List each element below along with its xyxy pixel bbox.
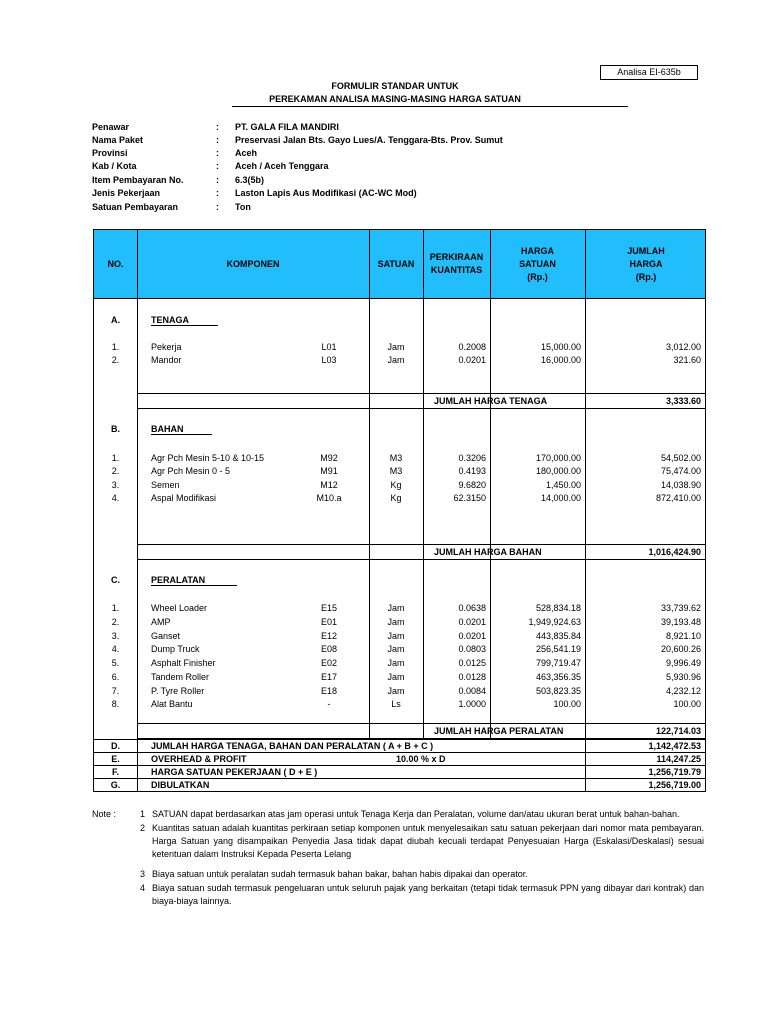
component-name: Agr Pch Mesin 0 - 5 <box>151 466 231 476</box>
component-unit: Ls <box>391 699 401 709</box>
note-text: Kuantitas satuan adalah kuantitas perkiraan setiap komponen untuk menyelesaikan satu satuan pekerjaan dari nomor mata pembayaran. Harga Satuan yang disampaikan Penyedia Jasa tidak dapat diubah kecuali terdapat Penyesuaian Harga (Eskalasi/Deskalasi) sesuai ketentuan dalam Instruksi Kepada Peserta Lelang <box>152 823 704 859</box>
component-quantity: 0.0201 <box>458 631 486 641</box>
component-total: 8,921.10 <box>665 631 701 641</box>
component-unit: Kg <box>390 493 402 503</box>
subtotal-line <box>137 544 705 545</box>
row-number: 1. <box>111 603 120 613</box>
component-unit-price: 503,823.35 <box>535 686 581 696</box>
form-title-line2: PEREKAMAN ANALISA MASING-MASING HARGA SATUAN <box>269 94 521 104</box>
component-unit: Jam <box>387 658 405 668</box>
component-unit-price: 15,000.00 <box>540 342 581 352</box>
info-colon: : <box>216 175 219 185</box>
column-divider <box>585 230 586 739</box>
summary-label: HARGA SATUAN PEKERJAAN ( D + E ) <box>151 767 318 777</box>
header-komponen: KOMPONEN <box>226 258 280 269</box>
column-divider <box>585 739 586 791</box>
component-unit-price: 1,949,924.63 <box>528 617 581 627</box>
component-total: 33,739.62 <box>660 603 701 613</box>
analysis-table <box>93 229 706 792</box>
row-number: 3. <box>111 631 120 641</box>
info-label: Kab / Kota <box>92 161 137 171</box>
component-name: Asphalt Finisher <box>151 658 216 668</box>
section-letter: C. <box>111 575 120 585</box>
info-row <box>92 174 692 186</box>
component-total: 14,038.90 <box>660 480 701 490</box>
row-number: 2. <box>111 355 120 365</box>
component-unit: Jam <box>387 686 405 696</box>
component-code: M91 <box>320 466 338 476</box>
component-name: Mandor <box>151 355 182 365</box>
subtotal-line <box>137 723 705 724</box>
component-unit: Jam <box>387 603 405 613</box>
section-letter: B. <box>111 424 120 434</box>
component-quantity: 62.3150 <box>453 493 486 503</box>
component-name: AMP <box>151 617 171 627</box>
component-code: E18 <box>320 686 337 696</box>
summary-label: DIBULATKAN <box>151 780 210 790</box>
info-row <box>92 134 692 146</box>
component-total: 75,474.00 <box>660 466 701 476</box>
component-total: 5,930.96 <box>665 672 701 682</box>
component-unit: M3 <box>389 453 403 463</box>
component-name: Dump Truck <box>151 644 200 654</box>
component-name: Semen <box>151 480 180 490</box>
note-label: Note : <box>92 809 117 819</box>
info-row <box>92 121 692 133</box>
analysis-reference: Analisa EI-635b <box>600 65 698 80</box>
info-colon: : <box>216 122 219 132</box>
note-number: 2 <box>140 823 146 833</box>
info-colon: : <box>216 202 219 212</box>
subtotal-line <box>137 393 705 394</box>
component-unit: Jam <box>387 631 405 641</box>
info-value: Preservasi Jalan Bts. Gayo Lues/A. Tenggara-Bts. Prov. Sumut <box>235 135 503 145</box>
component-code: M92 <box>320 453 338 463</box>
row-number: 8. <box>111 699 120 709</box>
note-text: SATUAN dapat berdasarkan atas jam operasi untuk Tenaga Kerja dan Peralatan, volume dan/atau ukuran berat untuk bahan-bahan. <box>152 809 680 819</box>
title-underline <box>232 106 628 107</box>
component-unit: Kg <box>390 480 402 490</box>
component-code: E15 <box>320 603 337 613</box>
component-quantity: 0.0201 <box>458 617 486 627</box>
info-value: 6.3(5b) <box>235 175 265 185</box>
component-code: E01 <box>320 617 337 627</box>
info-colon: : <box>216 148 219 158</box>
info-label: Penawar <box>92 122 130 132</box>
header-harga-satuan: HARGA SATUAN (Rp.) <box>519 245 556 282</box>
section-underline <box>151 325 218 326</box>
component-quantity: 0.0803 <box>458 644 486 654</box>
summary-letter: D. <box>111 741 120 751</box>
component-total: 100.00 <box>673 699 701 709</box>
component-name: Pekerja <box>151 342 182 352</box>
component-unit: M3 <box>389 466 403 476</box>
header-satuan: SATUAN <box>377 258 415 269</box>
header-kuantitas: PERKIRAAN KUANTITAS <box>429 252 484 275</box>
summary-label: OVERHEAD & PROFIT <box>151 754 247 764</box>
row-number: 6. <box>111 672 120 682</box>
component-unit: Jam <box>387 644 405 654</box>
column-divider <box>490 230 491 739</box>
summary-total: 1,142,472.53 <box>648 741 701 751</box>
subtotal-label: JUMLAH HARGA PERALATAN <box>434 726 564 736</box>
component-name: Alat Bantu <box>151 699 193 709</box>
component-code: M12 <box>320 480 338 490</box>
component-unit-price: 16,000.00 <box>540 355 581 365</box>
summary-total: 1,256,719.00 <box>648 780 701 790</box>
row-number: 1. <box>111 453 120 463</box>
component-unit: Jam <box>387 672 405 682</box>
column-divider <box>137 230 138 739</box>
subtotal-line <box>137 408 705 409</box>
info-colon: : <box>216 188 219 198</box>
info-colon: : <box>216 135 219 145</box>
row-number: 3. <box>111 480 120 490</box>
info-value: Aceh <box>235 148 258 158</box>
component-quantity: 0.0125 <box>458 658 486 668</box>
row-number: 1. <box>111 342 120 352</box>
column-divider <box>137 739 138 791</box>
section-letter: A. <box>111 315 120 325</box>
column-divider <box>369 230 370 739</box>
component-unit: Jam <box>387 355 405 365</box>
component-total: 3,012.00 <box>665 342 701 352</box>
column-divider <box>423 230 424 739</box>
component-name: Ganset <box>151 631 181 641</box>
component-name: Tandem Roller <box>151 672 210 682</box>
component-code: L01 <box>321 342 337 352</box>
header-jumlah-harga: JUMLAH HARGA (Rp.) <box>627 245 665 282</box>
component-name: Aspal Modifikasi <box>151 493 217 503</box>
component-code: E17 <box>320 672 337 682</box>
component-code: M10.a <box>316 493 342 503</box>
section-name: TENAGA <box>151 315 189 325</box>
info-label: Jenis Pekerjaan <box>92 188 161 198</box>
summary-letter: F. <box>111 767 119 777</box>
note-text: Biaya satuan untuk peralatan sudah termasuk bahan bakar, bahan habis dipakai dan operator. <box>152 869 528 879</box>
component-name: Wheel Loader <box>151 603 208 613</box>
section-underline <box>151 585 237 586</box>
component-quantity: 0.4193 <box>458 466 486 476</box>
component-total: 872,410.00 <box>655 493 701 503</box>
component-unit-price: 799,719.47 <box>535 658 581 668</box>
component-quantity: 0.0084 <box>458 686 486 696</box>
component-unit-price: 443,835.84 <box>535 631 581 641</box>
component-code: E08 <box>320 644 337 654</box>
component-unit-price: 463,356.35 <box>535 672 581 682</box>
component-total: 321.60 <box>673 355 701 365</box>
component-quantity: 0.0128 <box>458 672 486 682</box>
component-unit: Jam <box>387 342 405 352</box>
component-quantity: 0.2008 <box>458 342 486 352</box>
note-number: 3 <box>140 869 146 879</box>
component-unit-price: 14,000.00 <box>540 493 581 503</box>
component-name: Agr Pch Mesin 5-10 & 10-15 <box>151 453 265 463</box>
subtotal-line <box>137 559 705 560</box>
component-quantity: 0.3206 <box>458 453 486 463</box>
row-number: 2. <box>111 466 120 476</box>
note-text: Biaya satuan sudah termasuk pengeluaran untuk seluruh pajak yang berkaitan (tetapi tidak termasuk PPN yang dibayar dari kontrak) dan biaya-biaya lainnya. <box>152 883 704 906</box>
row-number: 5. <box>111 658 120 668</box>
summary-letter: E. <box>111 754 120 764</box>
form-title-line1: FORMULIR STANDAR UNTUK <box>331 81 459 91</box>
component-unit-price: 256,541.19 <box>535 644 581 654</box>
subtotal-label: JUMLAH HARGA BAHAN <box>434 547 542 557</box>
subtotal-value: 3,333.60 <box>665 396 701 406</box>
note-number: 4 <box>140 883 146 893</box>
component-total: 39,193.48 <box>660 617 701 627</box>
info-label: Satuan Pembayaran <box>92 202 179 212</box>
info-row <box>92 187 692 199</box>
info-row <box>92 201 692 213</box>
subtotal-value: 122,714.03 <box>655 726 701 736</box>
component-code: L03 <box>321 355 337 365</box>
component-total: 54,502.00 <box>660 453 701 463</box>
row-number: 4. <box>111 493 120 503</box>
subtotal-label: JUMLAH HARGA TENAGA <box>434 396 548 406</box>
summary-letter: G. <box>110 780 121 790</box>
component-quantity: 9.6820 <box>458 480 486 490</box>
row-number: 7. <box>111 686 120 696</box>
info-colon: : <box>216 161 219 171</box>
info-label: Nama Paket <box>92 135 144 145</box>
info-value: Laston Lapis Aus Modifikasi (AC-WC Mod) <box>235 188 417 198</box>
component-name: P. Tyre Roller <box>151 686 205 696</box>
component-total: 9,996.49 <box>665 658 701 668</box>
component-unit-price: 528,834.18 <box>535 603 581 613</box>
component-unit: Jam <box>387 617 405 627</box>
section-underline <box>151 434 212 435</box>
info-row <box>92 147 692 159</box>
info-label: Provinsi <box>92 148 128 158</box>
row-number: 2. <box>111 617 120 627</box>
section-name: BAHAN <box>151 424 184 434</box>
row-number: 4. <box>111 644 120 654</box>
summary-label: JUMLAH HARGA TENAGA, BAHAN DAN PERALATAN ( A + B + C ) <box>151 741 434 751</box>
component-code: E02 <box>320 658 337 668</box>
subtotal-value: 1,016,424.90 <box>648 547 701 557</box>
info-value: Aceh / Aceh Tenggara <box>235 161 329 171</box>
summary-percentage: 10.00 % x D <box>396 754 446 764</box>
component-total: 4,232.12 <box>665 686 701 696</box>
info-value: Ton <box>235 202 251 212</box>
summary-total: 1,256,719.79 <box>648 767 701 777</box>
component-unit-price: 1,450.00 <box>545 480 581 490</box>
component-unit-price: 170,000.00 <box>535 453 581 463</box>
component-unit-price: 180,000.00 <box>535 466 581 476</box>
component-quantity: 1.0000 <box>458 699 486 709</box>
component-code: E12 <box>320 631 337 641</box>
component-quantity: 0.0638 <box>458 603 486 613</box>
component-code: - <box>327 699 331 709</box>
note-number: 1 <box>140 809 146 819</box>
table-header <box>94 230 705 299</box>
section-name: PERALATAN <box>151 575 206 585</box>
info-value: PT. GALA FILA MANDIRI <box>235 122 339 132</box>
summary-total: 114,247.25 <box>656 754 701 764</box>
header-no: NO. <box>107 258 124 269</box>
component-unit-price: 100.00 <box>553 699 581 709</box>
component-total: 20,600.26 <box>660 644 701 654</box>
component-quantity: 0.0201 <box>458 355 486 365</box>
info-row <box>92 160 692 172</box>
info-label: Item Pembayaran No. <box>92 175 184 185</box>
